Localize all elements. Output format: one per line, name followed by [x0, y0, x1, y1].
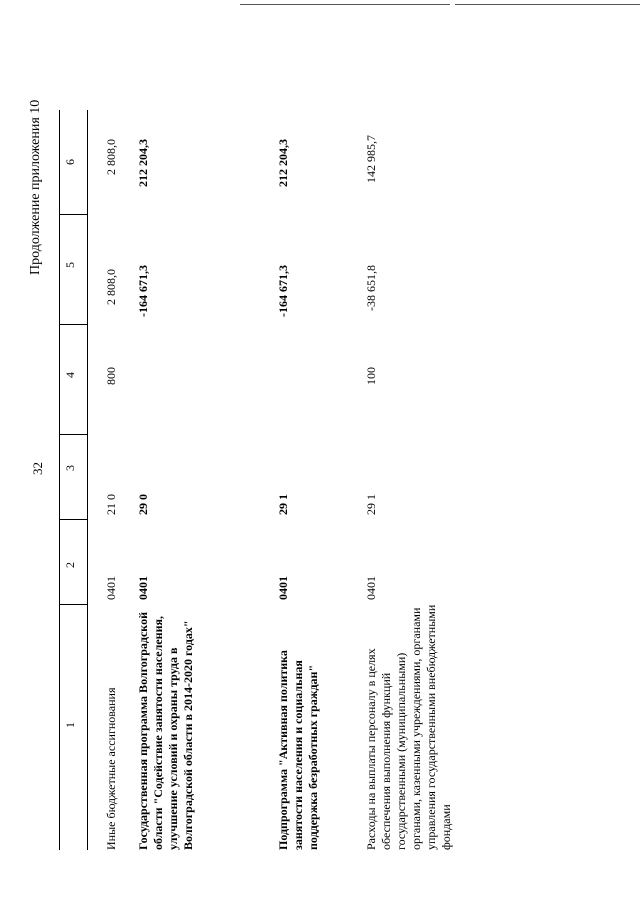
row-expense-type: 100 [364, 367, 378, 385]
page-number: 32 [30, 462, 45, 475]
row-change-amount: 2 808,0 [104, 269, 118, 305]
column-header: 6 [63, 159, 77, 165]
table-top-border [59, 110, 60, 850]
column-divider [60, 214, 87, 215]
column-header: 4 [63, 372, 77, 378]
column-divider [60, 324, 87, 325]
table-header-bottom-border [87, 110, 88, 850]
appendix-label: Продолжение приложения 10 [28, 99, 43, 275]
row-name: Иные бюджетные ассигнования [104, 687, 118, 850]
row-total-amount: 142 985,7 [364, 135, 378, 183]
column-header: 1 [63, 722, 77, 728]
row-change-amount: -164 671,3 [276, 265, 290, 317]
row-total-amount: 212 204,3 [136, 139, 150, 187]
column-divider [60, 519, 87, 520]
row-total-amount: 212 204,3 [276, 139, 290, 187]
row-target-code: 21 0 [104, 494, 118, 515]
row-section-code: 0401 [136, 576, 150, 600]
row-section-code: 0401 [276, 576, 290, 600]
row-name: Государственная программа Волгоградской области "Содействие занятости населения, улучшение условий и охраны труда в Волгоградской области в 2014-2020 годах" [136, 612, 195, 850]
column-header: 2 [63, 562, 77, 568]
row-total-amount: 2 808,0 [104, 139, 118, 175]
row-name: Расходы на выплаты персоналу в целях обеспечения выполнения функций государственными (муниципальными) органами, казенными учреждениями, органами управления государственными внебюджетными фондами [364, 604, 453, 850]
column-divider [60, 434, 87, 435]
row-change-amount: -164 671,3 [136, 265, 150, 317]
row-section-code: 0401 [364, 576, 378, 600]
row-expense-type: 800 [104, 367, 118, 385]
row-change-amount: -38 651,8 [364, 265, 378, 311]
column-divider [60, 604, 87, 605]
row-target-code: 29 0 [136, 494, 150, 515]
column-header: 5 [63, 262, 77, 268]
row-target-code: 29 1 [364, 494, 378, 515]
row-target-code: 29 1 [276, 494, 290, 515]
row-section-code: 0401 [104, 576, 118, 600]
row-name: Подпрограмма "Активная политика занятости населения и социальная поддержка безработных граждан" [276, 650, 320, 850]
column-header: 3 [63, 465, 77, 471]
